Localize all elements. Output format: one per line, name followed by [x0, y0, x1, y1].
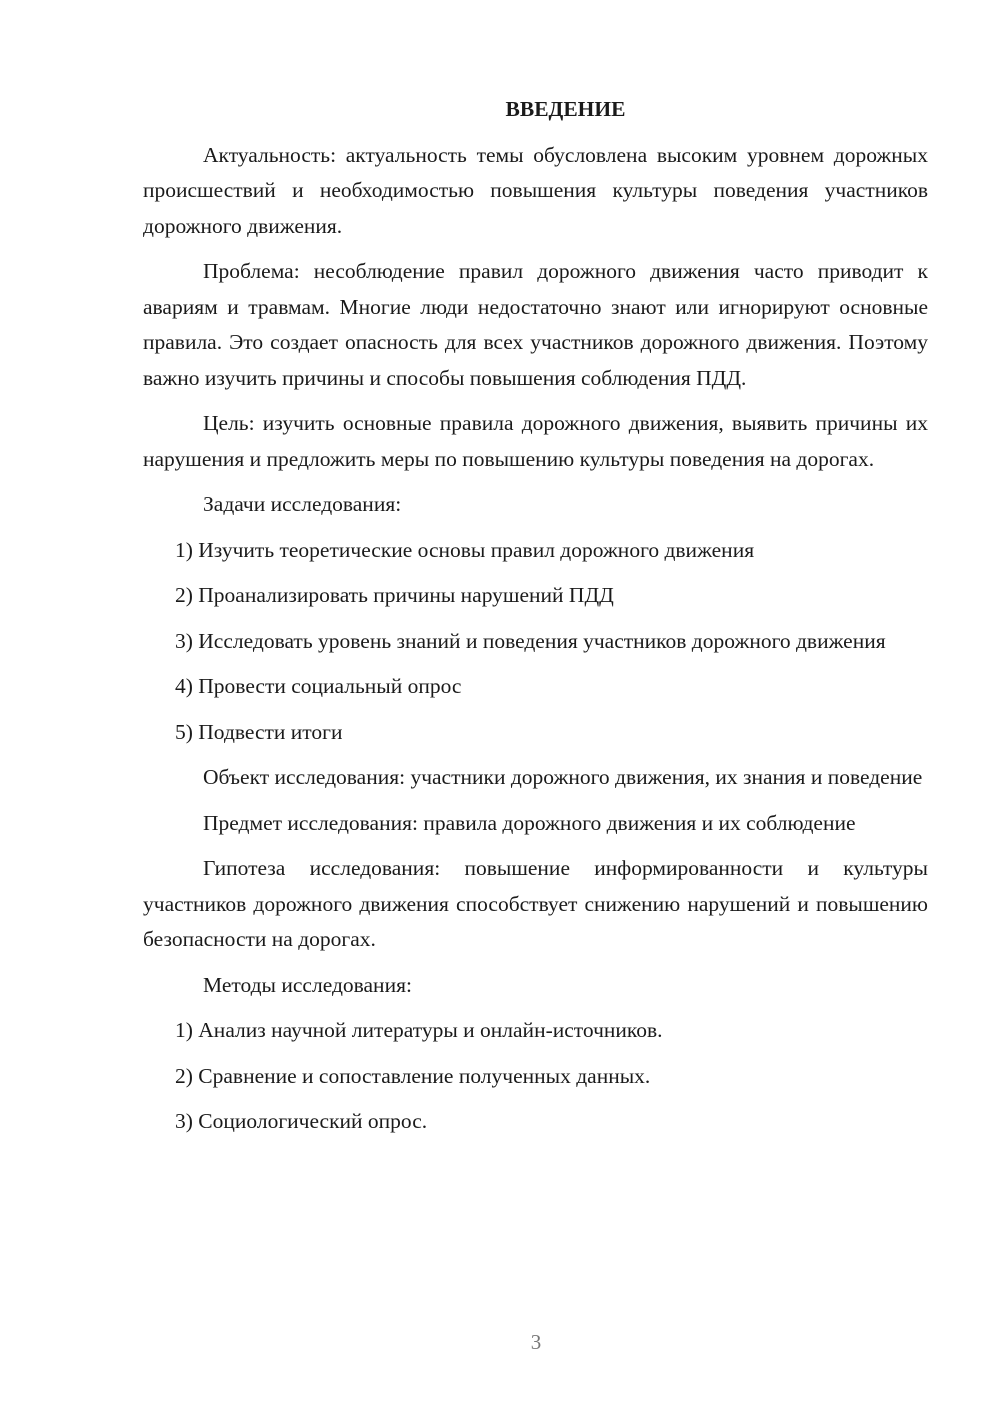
- page-number: 3: [530, 1330, 542, 1354]
- hypothesis-paragraph: Гипотеза исследования: повышение информированности и культуры участников дорожного движения способствует снижению нарушений и повышению безопасности на дорогах.: [143, 856, 928, 951]
- subject-paragraph: Предмет исследования: правила дорожного движения и их соблюдение: [203, 810, 856, 835]
- goal-paragraph: Цель: изучить основные правила дорожного движения, выявить причины их нарушения и предложить меры по повышению культуры поведения на дорогах.: [143, 411, 928, 471]
- page-title: ВВЕДЕНИЕ: [505, 97, 626, 121]
- task-item-3: 3) Исследовать уровень знаний и поведения участников дорожного движения: [175, 628, 886, 653]
- methods-heading: Методы исследования:: [203, 972, 412, 997]
- problem-paragraph: Проблема: несоблюдение правил дорожного движения часто приводит к авариям и травмам. Многие люди недостаточно знают или игнорируют основные правила. Это создает опасность для всех участников дорожного движения. Поэтому важно изучить причины и способы повышения соблюдения ПДД.: [143, 259, 928, 390]
- document-page: [143, 92, 928, 1150]
- task-item-4: 4) Провести социальный опрос: [175, 674, 462, 698]
- method-item-1: 1) Анализ научной литературы и онлайн-источников.: [175, 1018, 663, 1042]
- task-item-2: 2) Проанализировать причины нарушений ПДД: [175, 583, 614, 607]
- task-item-5: 5) Подвести итоги: [175, 719, 343, 744]
- object-paragraph: Объект исследования: участники дорожного движения, их знания и поведение: [203, 765, 923, 789]
- tasks-heading: Задачи исследования:: [203, 492, 402, 516]
- relevance-paragraph: Актуальность: актуальность темы обусловлена высоким уровнем дорожных происшествий и необходимостью повышения культуры поведения участников дорожного движения.: [143, 142, 928, 238]
- method-item-2: 2) Сравнение и сопоставление полученных данных.: [175, 1063, 651, 1088]
- task-item-1: 1) Изучить теоретические основы правил дорожного движения: [175, 537, 755, 562]
- method-item-3: 3) Социологический опрос.: [175, 1109, 428, 1133]
